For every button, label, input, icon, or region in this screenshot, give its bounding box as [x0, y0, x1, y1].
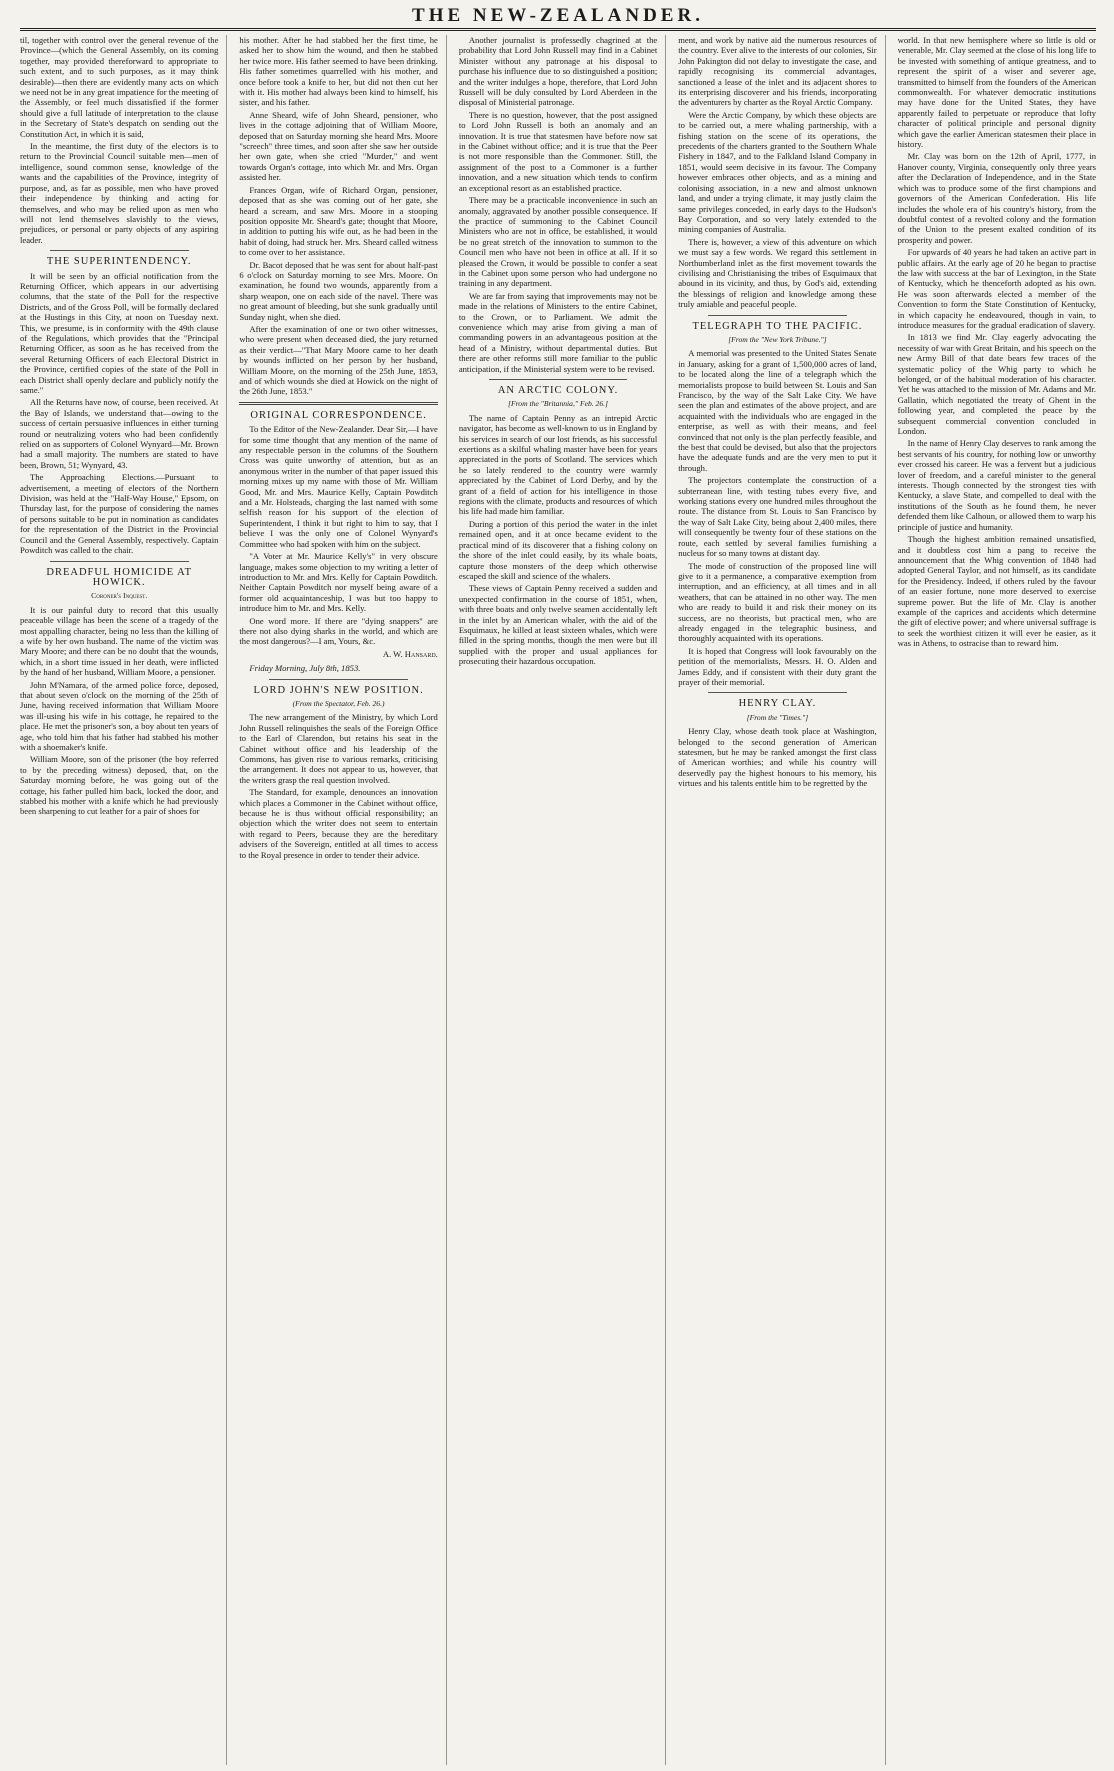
paragraph: To the Editor of the New-Zealander. Dear Sir,—I have for some time thought that any mention of the name of any respectable person in the columns of the Southern Cross was quite unworthy of attention, but as an anonymous writer in the number of that paper issued this morning mixes up my name with those of Mr. William Good, Mr. and Mrs. Maurice Kelly, Captain Powditch and a Mr. Holsteads, charging the last named with some selfish reason for his support of the election of Superintendent, I think it but right to him to say, that I believe I was the only one of Colonel Wynyard's Committee who had spoken with him on the subject. — [239, 424, 438, 549]
paragraph: We are far from saying that improvements may not be made in the relations of Ministers to the entire Cabinet, to the Crown, or to Parliament. We admit the convenience which may arise from giving a man of commanding powers in an advantageous position at the head of a Ministry, without departmental duties. But there are other reforms still more familiar to the public anticipation, if the Ministerial system were to be revised. — [458, 290, 658, 374]
section-heading-correspondence: ORIGINAL CORRESPONDENCE. — [250, 409, 427, 421]
section-heading-telegraph: TELEGRAPH TO THE PACIFIC. — [692, 320, 863, 332]
column-2 — [239, 35, 446, 1765]
paragraph: For upwards of 40 years he had taken an active part in public affairs. At the early age of 20 he began to practise the law with success at the bar of Lexington, in the State of Kentucky, which he thenceforth adopted as his own. He was soon afterwards elected a member of the Convention to form the State Constitution of Kentucky, in which capacity he endeavoured, though in vain, to introduce measures for the gradual eradication of slavery. — [897, 247, 1097, 330]
paragraph: There may be a practicable inconvenience in such an anomaly, aggravated by another possible consequence. If the practice of summoning to the Cabinet Council Ministers who are not in office, be established, it would be no great stretch of the innovation to summon to the Council men who have not been in office at all. If it so pleased the Crown, it would be possible to confer a seat in the Cabinet upon some person who had undergone no training in any department. — [458, 195, 658, 289]
source-line: [From the "New York Tribune."] — [728, 334, 827, 344]
paragraph: Anne Sheard, wife of John Sheard, pensioner, who lives in the cottage adjoining that of William Moore, deposed that on Saturday morning she heard Mrs. Moore "screech" three times, and soon after she saw her outside her own gate, when she cried "Murder," and went towards Organ's cottage, into which Mr. and Mrs. Organ assisted her. — [239, 109, 438, 183]
divider — [50, 561, 189, 562]
section-heading-homicide: DREADFUL HOMICIDE AT HOWICK. — [46, 566, 193, 588]
columns — [20, 35, 1096, 1765]
divider — [708, 692, 847, 693]
divider — [708, 315, 847, 316]
divider — [50, 250, 189, 251]
paragraph: These views of Captain Penny received a sudden and unexpected confirmation in the course of 1851, when, with three boats and only twelve seamen accidentally left in the inlet by an American whaler, with the aid of the Esquimaux, he killed at least sixteen whales, which were filled in the spring months, though the men were but ill supplied with the proper and usual appliances for prosecuting their hazardous occupation. — [458, 583, 658, 667]
paragraph: Henry Clay, whose death took place at Washington, belonged to the second generation of American statesmen, but he may be ranked amongst the first class of American worthies; and while his country will deservedly pay the highest honours to his memory, his virtues and his talents entitle him to be regretted by the — [678, 726, 877, 789]
paragraph: til, together with control over the general revenue of the Province—(which the General Assembly, on its coming together, may provided thereforward to appropriate to such extent, and to such purposes, as it may think desirable)—then there are evidently many acts on which we need not be in any great impatience for the meeting of the Assembly, or feel much dissatisfied if the former should give a full latitude of interpretation to the clause in the Secretary of State's despatch on sending out the Constitution Act, in which it is said, — [20, 35, 219, 139]
paragraph: his mother. After he had stabbed her the first time, he asked her to show him the wound, and then he stabbed her twice more. His father seemed to have been drinking. His father sometimes quarrelled with his mother, and once before took a knife to her, but did not then cut her with it. His mother had always been kind to himself, his sister, and his father. — [239, 35, 438, 108]
paragraph: The projectors contemplate the construction of a subterranean line, with testing tubes every five, and working stations every one hundred miles throughout the route. The distance from St. Louis to San Francisco by the way of Salt Lake City, being about 2,400 miles, there will consequently be twenty four of these stations on the route, each settled by several families furnishing a nucleus for so many towns at distant day. — [678, 475, 877, 559]
section-heading-superintendency: THE SUPERINTENDENCY. — [46, 256, 192, 268]
paragraph: The name of Captain Penny as an intrepid Arctic navigator, has become as well-known to us in England by his services in search of our lost friends, as his successful exertions as a skilful whaling master have been for years appreciated in the ports of Scotland. The services which he so lately rendered to the country were warmly appreciated by the Cabinet of Lord Derby, and by the grant of a field of action for his intelligence in those regions with the climate, products and resources of which his life had made him familiar. — [458, 412, 658, 517]
section-heading-arctic: AN ARCTIC COLONY. — [497, 385, 619, 396]
source-line: [From the "Times."] — [746, 712, 809, 722]
column-3 — [459, 35, 666, 1765]
paragraph: One word more. If there are "dying snappers" are there not also dying sharks in the world, and which are the most dangerous?—I am, Yours, &c. — [239, 615, 438, 647]
divider — [489, 379, 628, 380]
paragraph: It will be seen by an official notification from the Returning Officer, which appears in our advertising columns, that the state of the Poll for the respective Districts, and of the Gross Poll, will be formally declared at the Hustings in this City, at noon on Tuesday next. This, we presume, is in conformity with the 49th clause of the Regulations, which provides that the "Principal Returning Officer, as soon as he has received from the several Returning Officers of each Electoral District in the Province, certified copies of the state of the Poll in each District shall openly declare and publicly notify the same." — [20, 270, 219, 395]
masthead: THE NEW-ZEALANDER. — [20, 6, 1096, 31]
paragraph: A memorial was presented to the United States Senate in January, asking for a grant of 1,500,000 acres of land, to be located along the line of a telegraph which the memorialists propose to build between St. Louis and San Francisco, by the way of the Salt Lake City. We have seen the plan and estimates of the above project, and are acquainted with the individuals who are engaged in the enterprise, as well as with their means, and feel convinced that not only is the plan perfectly feasible, and the best that could be devised, but also that the projectors have the adequate funds and are the very men to put it through. — [678, 348, 877, 473]
paragraph: Dr. Bacot deposed that he was sent for about half-past 6 o'clock on Saturday morning to see Mrs. Moore. On examination, he found two wounds, apparently from a sharp weapon, one on each side of the navel. There was no great amount of bleeding, but she sunk gradually until Sunday night, when she died. — [239, 259, 438, 322]
paragraph: The Standard, for example, denounces an innovation which places a Commoner in the Cabinet without office, because he is thus without official responsibility; an objection which the writer does not seem to entertain with regard to Peers, because they are the hereditary advisers of the Sovereign, entitled at all times to access to the Royal presence in order to tender their advice. — [239, 787, 438, 860]
paragraph: ment, and work by native aid the numerous resources of the country. Ever alive to the interests of our colonies, Sir John Pakington did not delay to investigate the case, and rapidly recognising its commercial advantages, sanctioned a lease of the inlet and its adjacent shores to its enterprising discoverer and his friends, incorporating the adventurers by charter as the Royal Arctic Company. — [678, 35, 877, 108]
section-heading-lord-john: LORD JOHN'S NEW POSITION. — [253, 684, 424, 696]
paragraph: It is hoped that Congress will look favourably on the petition of the memorialists, Messrs. H. O. Alden and James Eddy, and if consistent with their duty grant the prayer of their memorial. — [678, 645, 877, 687]
paragraph: world. In that new hemisphere where so little is old or venerable, Mr. Clay seemed at the close of his long life to be invested with something of antique greatness, and to represent the spirit of a wiser and severer age, transmitted to himself from the founders of the American commonwealth. For whatever democratic institutions may have done for the United States, they have apparently failed to perpetuate or reproduce that lofty character of political principle and personal dignity which gave the earlier American statesmen their place in history. — [897, 35, 1097, 150]
signature: A. W. Hansard. — [382, 648, 438, 659]
paragraph: Another journalist is professedly chagrined at the probability that Lord John Russell may find in a Cabinet Minister without any patronage at his disposal to purchase his influence due to so distinguished a position; and the writer indulges a hope, therefore, that Lord John Russell will be duly consulted by Lord Aberdeen in the disposal of Ministerial patronage. — [458, 35, 658, 108]
paragraph: During a portion of this period the water in the inlet remained open, and it at once became evident to the practical mind of its discoverer that a fishing colony on the shore of the inlet could easily, by its whale boats, capture those monsters of the deep which otherwise escaped the skill and science of the whalers. — [458, 518, 658, 581]
paragraph: Were the Arctic Company, by which these objects are to be carried out, a mere whaling partnership, with a fishing station on the scene of its operations, the precedents of the charters granted to the Southern Whale Fishery in 1847, and to the Falkland Island Company in 1851, would seem decisive in its favour. The Company however embraces other objects, and as a mining and colonising association, in a new and almost unknown land, and under a trying climate, it may justly claim the same privileges conceded, in early days to the Hudson's Bay Corporation, and so very lately extended to the mining companies of Australia. — [678, 109, 877, 235]
source-line: [From the "Britannia," Feb. 26.] — [508, 399, 608, 409]
paragraph: The mode of construction of the proposed line will give to it a permanence, a comparative exemption from interruption, and an efficiency, at all times and in all weathers, that can be attained in no other way. The men who are ready to build it and risk their money on its success, are no theorists, but practical men, who are already engaged in the telegraphic business, and thoroughly acquainted with its operations. — [678, 560, 877, 644]
paragraph: After the examination of one or two other witnesses, who were present when deceased died, the jury returned as their verdict—"That Mary Moore came to her death by wounds inflicted on her person by her husband, William Moore, on the morning of the 25th June, 1853, and of which wounds she died at Howick on the night of the 26th June, 1853." — [239, 323, 438, 397]
column-5 — [898, 35, 1096, 1765]
paragraph: There is no question, however, that the post assigned to Lord John Russell is both an anomaly and an innovation. It is true that statesmen have before now sat in the Cabinet without office; and it is true that the Peer is not more responsible than the Commoner. Still, the assignment of the post to a Commoner is a further innovation, and a new situation which tends to confirm an exceptional resort as an established practice. — [458, 109, 658, 193]
dateline: Friday Morning, July 8th, 1853. — [249, 663, 361, 674]
section-heading-henry-clay: HENRY CLAY. — [738, 698, 817, 710]
column-4 — [678, 35, 885, 1765]
paragraph: In 1813 we find Mr. Clay eagerly advocating the necessity of war with Great Britain, and his speech on the new Army Bill of that date bears few traces of the systematic policy of the Whig party to which he belonged, or of the habitual moderation of his character. Yet he was attached to the mission of Mr. Adams and Mr. Gallatin, which negotiated the treaty of Ghent in the following year, and completed the peace by the subsequent commercial convention concluded in London. — [897, 332, 1097, 437]
paragraph: "A Voter at Mr. Maurice Kelly's" in very obscure language, makes some objection to my writing a letter of introduction to Mr. and Mrs. Kelly for Captain Powditch. Neither Captain Powditch nor myself being aware of a former old acquaintanceship, I was but too happy to introduce him to Mr. and Mrs. Kelly. — [239, 551, 438, 614]
paragraph: Mr. Clay was born on the 12th of April, 1777, in Hanover county, Virginia, consequently only three years after the Declaration of Independence, and in the State which was to produce some of the first champions and governors of the American Confederation. His life includes the whole era of his country's history, from the doubtful contest of a revolted colony and the formation of the Union to the present exalted condition of its prosperity and power. — [897, 151, 1097, 245]
paragraph: The Approaching Elections.—Pursuant to advertisement, a meeting of electors of the Northern Division, was held at the "Half-Way House," Epsom, on Thursday last, for the purpose of considering the names of persons suitable to be put in nomination as candidates for the representation of the District in the Provincial Council and the General Assembly, respectively. Captain Powditch was called to the chair. — [20, 472, 219, 556]
paragraph: Frances Organ, wife of Richard Organ, pensioner, deposed that as she was coming out of her gate, she heard a scream, and saw Mrs. Moore in a stooping position opposite Mr. Sheard's gate; thought that Moore, in addition to putting his wife out, as he had been in the habit of doing, had struck her. Mrs. Sheard called witness to come over to her assistance. — [239, 184, 438, 258]
paragraph: Though the highest ambition remained unsatisfied, and it doubtless cost him a pang to receive the announcement that the Whig convention of 1848 had adopted General Taylor, and not himself, as its candidate for the Presidency. Indeed, if others ruled by the favour of an easier fortune, none more deserved to exercise supreme power. But the life of Mr. Clay is another example of the caprices and accidents which determine the gift of elective power; and where universal suffrage is to seek the worthiest citizen it will ever be easier, as it was in Athens, to ostracise than to reward him. — [897, 534, 1097, 649]
paragraph: There is, however, a view of this adventure on which we must say a few words. We regard this settlement in Northumberland inlet as the first movement towards the civilising and Christianising the tribes of Esquimaux that abound in its vicinity, and thus, by God's aid, extending the blessings of religion and knowledge among these truly amiable and peaceful people. — [678, 236, 877, 310]
paragraph: All the Returns have now, of course, been received. At the Bay of Islands, we understand that—owing to the success of certain persuasive influences in either turning round or neutralizing voters who had been confidently relied on as supporters of Colonel Wynyard—Mr. Brown had a small majority. The numbers are stated to have been, Brown, 51; Wynyard, 43. — [20, 397, 219, 470]
paragraph: In the meantime, the first duty of the electors is to return to the Provincial Council suitable men—men of intelligence, sound common sense, knowledge of the wants and the capabilities of the Province, integrity of purpose, and, as far as possible, men who have proved their independence by thinking and acting for themselves, and who may be relied upon as men who will not lend themselves slavishly to the views, prejudices, or personal or party objects of any aspiring leader. — [20, 141, 219, 245]
paragraph: John M'Namara, of the armed police force, deposed, that about seven o'clock on the morning of the 25th of June, having received information that William Moore was ill-using his wife in his cottage, he repaired to the place. He met the prisoner's son, a boy about ten years of age, who told him that his father had stabbed his mother with a shoemaker's knife. — [20, 679, 219, 752]
paragraph: William Moore, son of the prisoner (the boy referred to by the preceding witness) deposed, that, on the Saturday morning before, he was going out of the cottage, his father pulled him back, locked the door, and stabbed his mother with a knife which he had previously been sharpening to cut leather for a pair of shoes for — [20, 754, 219, 817]
column-1 — [20, 35, 227, 1765]
divider — [269, 679, 408, 680]
paragraph: It is our painful duty to record that this usually peaceable village has been the scene of a tragedy of the most appalling character, being no less than the killing of a wife by her own husband. The name of the victim was Mary Moore; and there can be no doubt that the wounds, which, in a short time issued in her death, were inflicted by the hand of her husband, William Moore, a pensioner. — [20, 604, 219, 678]
paragraph: In the name of Henry Clay deserves to rank among the best servants of his country, for nothing low or unworthy ever crossed his career. He was a fervent but a judicious lover of freedom, and a careful minister to the general interests. Though connected by the strongest ties with Kentucky, a slave State, and compelled to deal with the institutions of the South as he found them, he never defended them like Calhoun, or allowed them to warp his principle of justice and humanity. — [897, 438, 1097, 532]
paragraph: The new arrangement of the Ministry, by which Lord John Russell relinquishes the seals of the Foreign Office to the Earl of Clarendon, but retains his seat in the Cabinet without office and his leadership of the Commons, has given rise to various remarks, criticising the arrangement. It does not appear to us, however, that the writers grasp the real question involved. — [239, 712, 438, 785]
source-line: (From the Spectator, Feb. 26.) — [292, 698, 385, 708]
subheading-inquest: Coroner's Inquest. — [91, 591, 148, 601]
divider — [239, 402, 437, 405]
